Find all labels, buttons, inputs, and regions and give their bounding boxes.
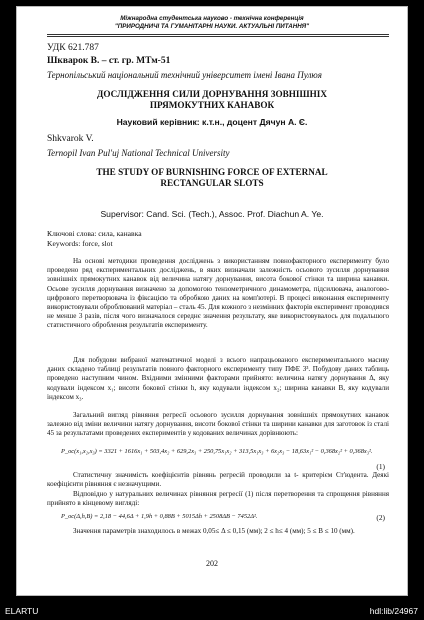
equation-2: P_oc(Δ,h,B) = 2,18 − 44,6Δ + 1,9h + 0,88B + 5015Δh + 2508ΔB − 7452Δ². [61, 513, 258, 520]
equation-2-number: (2) [376, 513, 385, 522]
paragraph-4: Статистичну значимість коефіцієнтів рівнянь регресій проводили за t- критерієм Ст'юдента. Деякі коефіцієнти рівняння є незначущими. [47, 471, 389, 489]
footer-repository-name: ELARTU [5, 606, 39, 616]
title-ua [41, 89, 383, 111]
paragraph-5: Відповідно у натуральних величинах рівняння регресії (1) після перетворення та спрощення рівняння прийнято в кінцевому вигляді: [47, 490, 389, 508]
header-rule-top [47, 34, 389, 35]
institution-en: Ternopil Ivan Pul'uj National Technical University [47, 148, 230, 158]
udk-code: УДК 621.787 [47, 43, 99, 53]
conference-header [17, 15, 407, 31]
paragraph-3: Загальний вигляд рівняння регресії осьового зусилля дорнування зовнішніх прямокутних канавок залежно від зміни величини натягу дорнування, висоти бокової стінки та ширини канавки для заготовок із сталі 45 за результатами проведених експериментів у кодованих величинах дорівнюють: [47, 411, 389, 438]
paragraph-1: На основі методики проведення досліджень з використанням повнофакторного експерименту було проведено ряд експериментальних досліджень, в яких визначали залежність осьового зусилля дорнування зовнішніх прямокутних канавок від величина натягу дорнування, висота бокової стінки та ширина канавки. Осьове зусилля дорнування визначено за допомогою тензометричного динамометра, підсилювача, аналогово-цифрового перетворювача із фіксацією та обробкою даних на комп'ютері. В процесі виконання експерименту використовували оброблюваний матеріал – сталь 45. Для кожного з незмінних факторів експеримент проводився не менше 3 разів, після чого визначалося середнє значення результату, яке використовувалось для подальшого статистичного оброблення результатів експерименту. [47, 257, 389, 330]
header-rule-bottom [47, 36, 389, 37]
title-ua-line-1: ДОСЛІДЖЕННЯ СИЛИ ДОРНУВАННЯ ЗОВНІШНІХ [97, 89, 327, 99]
keywords-en: Keywords: force, slot [47, 239, 113, 248]
title-en-line-1: THE STUDY OF BURNISHING FORCE OF EXTERNAL [96, 167, 328, 177]
equation-1: P_oc(x₁,x₂,x₃) = 3321 + 1616x₁ + 503,4x₂ + 629,2x₃ + 250,75x₁x₂ + 313,5x₁x₃ + 6x₂x₃ − 18,63x₁² − 0,368x₂² + 0,368x₃². [61, 448, 373, 455]
paragraph-2: Для побудови вибраної математичної моделі з всього напрацьованого експериментального масиву даних складено таблиці результатів повного факторного експерименту типу ПФЕ 3³. Побудову даних таблиць проведено наступним чином. Вхідними змінними факторами прийнято: величина натягу дорнування Δ, яку кодували індексом x₁; висоти бокової стінки h, яку кодували індексом x₂; ширина канавки B, яку кодували індексом x₃. [47, 356, 389, 401]
title-en-line-2: RECTANGULAR SLOTS [160, 178, 264, 188]
author-ua: Шкварок В. – ст. гр. МТм-51 [47, 56, 171, 66]
supervisor-ua: Науковий керівник: к.т.н., доцент Дячун А. Є. [116, 117, 308, 127]
title-ua-line-2: ПРЯМОКУТНИХ КАНАВОК [149, 100, 275, 110]
equation-1-number: (1) [376, 462, 385, 471]
title-en [41, 167, 383, 189]
institution-ua: Тернопільський національний технічний університет імені Івана Пулюя [47, 70, 322, 80]
conference-line-1: Міжнародна студентська науково - технічна конференція [120, 15, 304, 22]
author-en: Shkvarok V. [47, 134, 94, 144]
conference-line-2: "ПРИРОДНИЧІ ТА ГУМАНІТАРНІ НАУКИ. АКТУАЛЬНІ ПИТАННЯ" [114, 23, 310, 30]
keywords-ua: Ключові слова: сила, канавка [47, 229, 142, 238]
footer-handle[interactable]: hdl:lib/24967 [369, 606, 418, 616]
document-page [16, 6, 408, 596]
supervisor-en: Supervisor: Cand. Sci. (Tech.), Assoc. Prof. Diachun A. Ye. [100, 209, 324, 219]
page-number: 202 [206, 559, 218, 568]
paragraph-6: Значення параметрів знаходилось в межах 0,05≤ Δ ≤ 0,15 (мм); 2 ≤ h≤ 4 (мм); 5 ≤ B ≤ 10 (мм). [73, 527, 355, 535]
